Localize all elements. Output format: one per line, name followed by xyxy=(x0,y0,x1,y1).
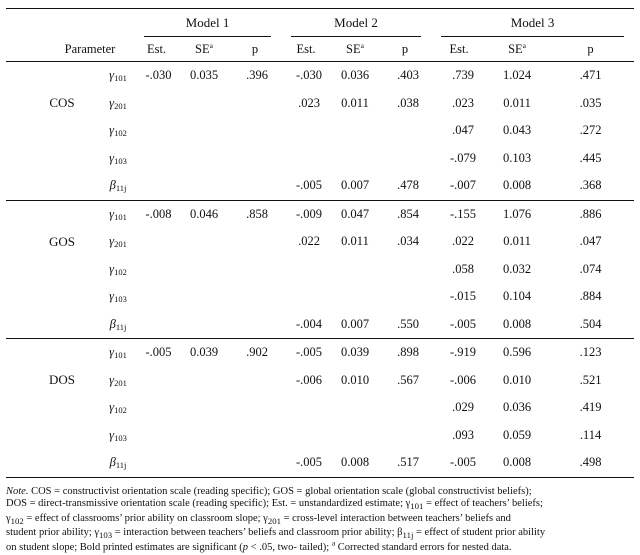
parameter-symbol: $\gamma_{102}$ xyxy=(109,261,127,277)
table-row xyxy=(6,367,634,395)
cell-m3-est: -.015 xyxy=(450,289,477,304)
parameter-symbol: $\beta_{11j}$ xyxy=(94,311,134,339)
cell-m1-est: -.005 xyxy=(145,345,172,360)
cell-m3-p: .047 xyxy=(579,234,602,249)
table-row xyxy=(6,449,634,477)
cell-m3-se: 1.076 xyxy=(502,206,532,221)
cell-m3-est: .023 xyxy=(452,95,474,110)
cell-m1-p xyxy=(229,394,281,422)
cell-m2-p: .034 xyxy=(397,234,419,249)
cell-m1-est xyxy=(134,90,179,118)
cell-m3-se: 0.104 xyxy=(502,289,532,304)
cell-m1-se xyxy=(179,117,229,145)
table-row xyxy=(6,228,634,256)
cell-m3-est: .029 xyxy=(452,400,474,415)
cell-m1-se xyxy=(179,449,229,477)
model-3-header: Model 3 xyxy=(431,9,634,38)
cell-m3-est: .093 xyxy=(452,427,474,442)
cell-m1-se xyxy=(179,311,229,339)
cell-m2-se xyxy=(331,283,379,311)
cell-m2-est xyxy=(281,117,331,145)
cell-m3-se: 1.024 xyxy=(502,68,532,83)
cell-m1-est xyxy=(134,145,179,173)
model-1-header: Model 1 xyxy=(134,9,281,38)
cell-m1-p xyxy=(229,228,281,256)
cell-m3-p: .074 xyxy=(579,261,602,276)
cell-m2-est: .023 xyxy=(298,95,320,110)
cell-m1-est xyxy=(134,256,179,284)
cell-m3-p: .521 xyxy=(579,372,602,387)
cell-m1-p xyxy=(229,422,281,450)
cell-m2-est xyxy=(281,256,331,284)
cell-m1-se xyxy=(179,256,229,284)
cell-m1-se: 0.035 xyxy=(189,68,219,83)
cell-m3-p: .114 xyxy=(579,427,602,442)
cell-m3-p: .035 xyxy=(579,95,602,110)
cell-m1-est xyxy=(134,367,179,395)
cell-m2-p: .898 xyxy=(397,345,419,360)
cell-m2-se xyxy=(331,394,379,422)
cell-m3-est: .047 xyxy=(452,123,474,138)
cell-m2-p xyxy=(379,394,431,422)
p-header: p xyxy=(379,37,431,62)
cell-m3-se: 0.043 xyxy=(502,123,532,138)
cell-m3-est: -.155 xyxy=(450,206,477,221)
cell-m2-p: .038 xyxy=(397,95,419,110)
parameter-symbol: $\gamma_{201}$ xyxy=(109,95,127,111)
table-row xyxy=(6,256,634,284)
cell-m3-p: .368 xyxy=(547,172,634,200)
cell-m2-p: .478 xyxy=(379,172,431,200)
cell-m3-se: 0.008 xyxy=(487,172,547,200)
cell-m1-p xyxy=(229,117,281,145)
cell-m2-se xyxy=(331,117,379,145)
table-row xyxy=(6,200,634,228)
group-label: COS xyxy=(49,95,75,111)
cell-m1-est xyxy=(134,311,179,339)
p-header: p xyxy=(229,37,281,62)
cell-m2-p xyxy=(379,145,431,173)
cell-m2-p xyxy=(379,422,431,450)
est-header: Est. xyxy=(431,37,487,62)
cell-m2-se: 0.007 xyxy=(331,311,379,339)
cell-m1-est: -.008 xyxy=(145,206,172,221)
cell-m3-est: .058 xyxy=(452,261,474,276)
cell-m2-est xyxy=(281,283,331,311)
parameter-symbol: $\gamma_{103}$ xyxy=(109,427,127,443)
cell-m2-se: 0.047 xyxy=(340,206,370,221)
cell-m1-p xyxy=(229,283,281,311)
cell-m3-p: .471 xyxy=(579,68,602,83)
model-header-row xyxy=(6,9,634,38)
parameter-symbol: $\gamma_{102}$ xyxy=(109,123,127,139)
cell-m1-se: 0.039 xyxy=(189,345,219,360)
column-header-row xyxy=(6,37,634,62)
cell-m1-se xyxy=(179,172,229,200)
parameter-symbol: $\gamma_{201}$ xyxy=(109,234,127,250)
cell-m2-se: 0.007 xyxy=(331,172,379,200)
cell-m2-se: 0.011 xyxy=(341,234,369,249)
se-header: $SE^a$ xyxy=(331,37,379,62)
cell-m2-se xyxy=(331,422,379,450)
cell-m1-se xyxy=(179,283,229,311)
parameter-symbol: $\gamma_{101}$ xyxy=(109,68,127,84)
cell-m1-p: .396 xyxy=(246,68,268,83)
parameter-symbol: $\gamma_{201}$ xyxy=(109,372,127,388)
se-header: $SE^a$ xyxy=(487,37,547,62)
cell-m3-est: -.919 xyxy=(450,345,477,360)
cell-m2-p xyxy=(379,283,431,311)
cell-m3-est: -.005 xyxy=(431,449,487,477)
cell-m2-est: -.006 xyxy=(295,372,323,387)
parameter-symbol: $\gamma_{102}$ xyxy=(109,400,127,416)
cell-m2-p: .550 xyxy=(379,311,431,339)
table-row xyxy=(6,311,634,339)
cell-m1-est: -.030 xyxy=(145,68,172,83)
cell-m3-se: 0.059 xyxy=(502,427,532,442)
cell-m3-p: .272 xyxy=(579,123,602,138)
cell-m1-se xyxy=(179,228,229,256)
cell-m1-p xyxy=(229,172,281,200)
parameter-symbol: $\gamma_{101}$ xyxy=(109,206,127,222)
cell-m3-se: 0.010 xyxy=(502,372,532,387)
cell-m1-se xyxy=(179,422,229,450)
table-row xyxy=(6,145,634,173)
cell-m3-est: -.006 xyxy=(450,372,477,387)
cell-m3-se: 0.008 xyxy=(487,449,547,477)
cell-m2-se: 0.039 xyxy=(340,345,370,360)
cell-m2-est: -.005 xyxy=(281,172,331,200)
parameter-header: Parameter xyxy=(6,37,134,62)
cell-m1-se xyxy=(179,90,229,118)
table-row xyxy=(6,62,634,90)
cell-m2-est xyxy=(281,422,331,450)
cell-m1-p: .902 xyxy=(246,345,268,360)
cell-m3-se: 0.032 xyxy=(502,261,532,276)
cell-m3-se: 0.011 xyxy=(503,234,531,249)
cell-m2-est: -.005 xyxy=(281,449,331,477)
cell-m3-p: .445 xyxy=(579,150,602,165)
parameter-symbol: $\beta_{11j}$ xyxy=(94,449,134,477)
cell-m1-p xyxy=(229,256,281,284)
table-row xyxy=(6,422,634,450)
cell-m2-est xyxy=(281,145,331,173)
table-row xyxy=(6,90,634,118)
cell-m3-p: .504 xyxy=(547,311,634,339)
cell-m2-p: .517 xyxy=(379,449,431,477)
cell-m3-p: .884 xyxy=(579,289,602,304)
cell-m3-se: 0.036 xyxy=(502,400,532,415)
group-label: GOS xyxy=(48,233,75,249)
cell-m3-est: -.079 xyxy=(450,150,477,165)
cell-m2-se: 0.010 xyxy=(340,372,370,387)
cell-m2-p xyxy=(379,117,431,145)
cell-m1-est xyxy=(134,172,179,200)
cell-m2-est: -.005 xyxy=(295,345,323,360)
table-row xyxy=(6,117,634,145)
parameter-symbol: $\gamma_{103}$ xyxy=(109,150,127,166)
cell-m2-se: 0.008 xyxy=(331,449,379,477)
cell-m2-se: 0.011 xyxy=(341,95,369,110)
cell-m2-p xyxy=(379,256,431,284)
table-row xyxy=(6,172,634,200)
cell-m3-p: .886 xyxy=(579,206,602,221)
cell-m1-p xyxy=(229,449,281,477)
cell-m1-est xyxy=(134,117,179,145)
cell-m1-p: .858 xyxy=(246,206,268,221)
cell-m3-p: .419 xyxy=(579,400,602,415)
cell-m3-se: 0.011 xyxy=(503,95,531,110)
est-header: Est. xyxy=(134,37,179,62)
cell-m2-est: .022 xyxy=(298,234,320,249)
cell-m2-se xyxy=(331,256,379,284)
cell-m2-est: -.009 xyxy=(295,206,323,221)
table-row xyxy=(6,283,634,311)
cell-m3-est: .022 xyxy=(452,234,474,249)
results-table xyxy=(6,8,634,478)
est-header: Est. xyxy=(281,37,331,62)
table-note: Note. COS = constructivist orientation scale (reading specific); GOS = global orientation scale (global constructivist beliefs); DOS = direct-transmissive orientation scale (reading specific); Est. = unstandardized estimate; $\gamma_{101}$ = effect of teachers’ beliefs; $\gamma_{102}$ = effect of classrooms’ prior ability on classroom slope; $\gamma_{201}$ = cross-level interaction between teachers’ beliefs and student prior ability; $\gamma_{103}$ = interaction between teachers’ beliefs and classroom prior ability; $\beta_{11j}$ = effect of student prior ability on student slope; Bold printed estimates are significant (p < .05, two- tailed); $^a$ Corrected standard errors for nested data. xyxy=(6,486,546,553)
cell-m3-p: .123 xyxy=(579,345,602,360)
cell-m1-se xyxy=(179,145,229,173)
model-2-header: Model 2 xyxy=(281,9,431,38)
table-row xyxy=(6,339,634,367)
cell-m2-est: -.030 xyxy=(295,68,323,83)
cell-m2-p: .854 xyxy=(397,206,419,221)
cell-m3-est: -.007 xyxy=(431,172,487,200)
cell-m1-p xyxy=(229,90,281,118)
group-label: DOS xyxy=(48,372,75,388)
parameter-symbol: $\gamma_{101}$ xyxy=(109,345,127,361)
cell-m3-se: 0.596 xyxy=(502,345,532,360)
cell-m2-p: .403 xyxy=(397,68,419,83)
cell-m3-se: 0.103 xyxy=(502,150,532,165)
cell-m2-se: 0.036 xyxy=(340,68,370,83)
cell-m1-p xyxy=(229,367,281,395)
cell-m1-est xyxy=(134,394,179,422)
cell-m3-est: .739 xyxy=(452,68,474,83)
cell-m3-est: -.005 xyxy=(431,311,487,339)
cell-m2-est xyxy=(281,394,331,422)
parameter-symbol: $\gamma_{103}$ xyxy=(109,289,127,305)
cell-m1-p xyxy=(229,145,281,173)
cell-m1-se xyxy=(179,394,229,422)
table-row xyxy=(6,394,634,422)
p-header: p xyxy=(547,37,634,62)
cell-m1-se xyxy=(179,367,229,395)
cell-m1-est xyxy=(134,422,179,450)
cell-m1-est xyxy=(134,228,179,256)
cell-m2-p: .567 xyxy=(397,372,419,387)
note-label: Note. xyxy=(6,486,29,497)
cell-m3-p: .498 xyxy=(547,449,634,477)
parameter-symbol: $\beta_{11j}$ xyxy=(94,172,134,200)
cell-m2-est: -.004 xyxy=(281,311,331,339)
cell-m1-p xyxy=(229,311,281,339)
cell-m1-se: 0.046 xyxy=(189,206,219,221)
cell-m3-se: 0.008 xyxy=(487,311,547,339)
cell-m1-est xyxy=(134,449,179,477)
cell-m2-se xyxy=(331,145,379,173)
se-header: $SE^a$ xyxy=(179,37,229,62)
cell-m1-est xyxy=(134,283,179,311)
